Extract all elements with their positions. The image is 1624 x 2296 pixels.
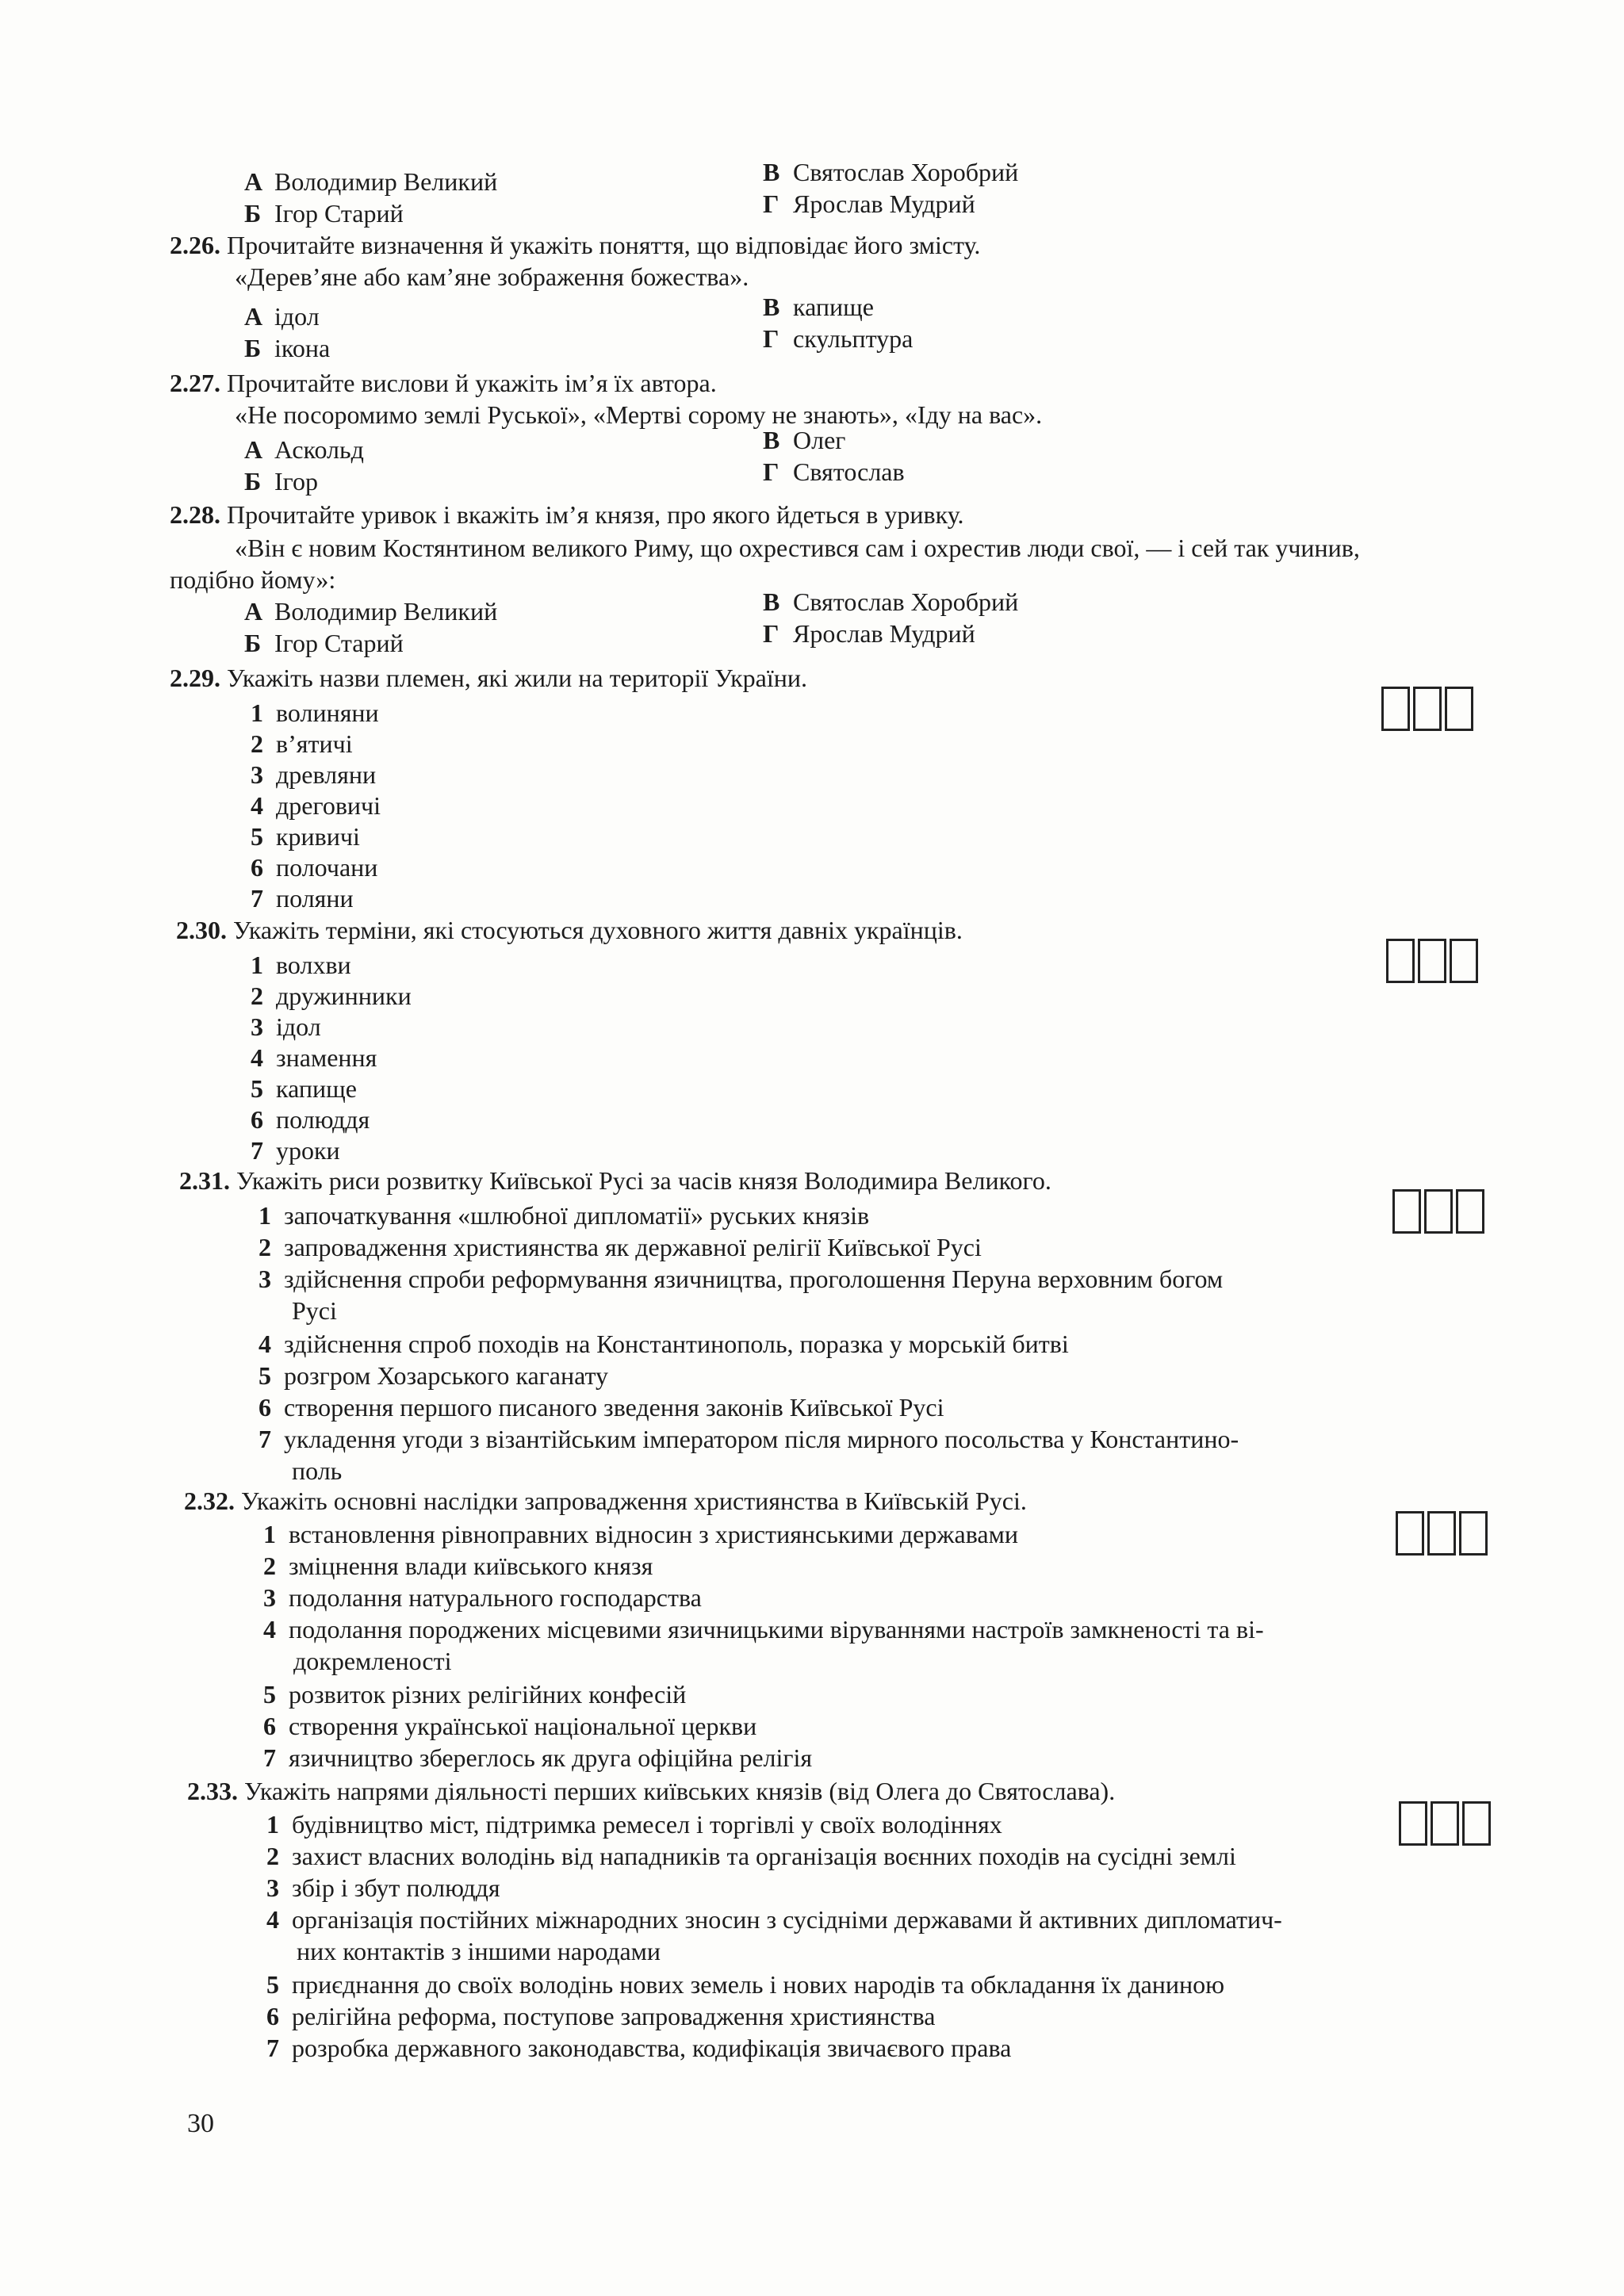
list-item-continuation: Русі: [292, 1296, 337, 1325]
answer-boxes[interactable]: [1392, 1189, 1488, 1234]
answer-cell[interactable]: [1431, 1801, 1459, 1846]
question-number: 2.31.: [179, 1166, 230, 1195]
answer-boxes[interactable]: [1386, 939, 1481, 983]
list-item: 6 створення української національної церкви: [263, 1712, 757, 1740]
list-item: 5 розгром Хозарського каганату: [259, 1361, 609, 1390]
option-a: А Аскольд: [244, 435, 364, 464]
question-text: Укажіть напрями діяльності перших київських князів (від Олега до Святослава).: [244, 1777, 1116, 1805]
list-item: 3 ідол: [251, 1012, 321, 1041]
list-item: 3 подолання натурального господарства: [263, 1583, 702, 1612]
list-item: 7 укладення угоди з візантійським імператором після мирного посольства у Константино-: [259, 1425, 1239, 1453]
question-number: 2.28.: [170, 500, 220, 529]
list-item-continuation: поль: [292, 1456, 343, 1485]
list-item: 1 започаткування «шлюбної дипломатії» руських князів: [259, 1201, 870, 1230]
option-a: А ідол: [244, 302, 320, 331]
answer-cell[interactable]: [1418, 939, 1446, 983]
list-item: 5 розвиток різних релігійних конфесій: [263, 1680, 687, 1709]
list-item: 7 язичництво збереглось як друга офіційна релігія: [263, 1743, 813, 1772]
list-item: 2 захист власних володінь від нападників та організація воєнних походів на сусідні землі: [266, 1842, 1236, 1870]
option-b: Б Ігор Старий: [244, 199, 404, 228]
list-item: 3 древляни: [251, 760, 377, 789]
answer-cell[interactable]: [1396, 1511, 1424, 1556]
answer-cell[interactable]: [1386, 939, 1415, 983]
option-g: Г Святослав: [763, 457, 905, 486]
list-item: 7 уроки: [251, 1136, 340, 1165]
question-text: Укажіть риси розвитку Київської Русі за часів князя Володимира Великого.: [236, 1166, 1051, 1195]
answer-cell[interactable]: [1459, 1511, 1488, 1556]
question-text: Укажіть основні наслідки запровадження християнства в Київській Русі.: [241, 1487, 1027, 1515]
list-item: 5 приєднання до своїх володінь нових земель і нових народів та обкладання їх даниною: [266, 1970, 1225, 1999]
page-number: 30: [187, 2109, 214, 2138]
question-number: 2.27.: [170, 369, 220, 397]
list-item-continuation: докремленості: [293, 1647, 452, 1675]
option-v: В Святослав Хоробрий: [763, 158, 1019, 186]
list-item: 6 полочани: [251, 853, 378, 882]
question-number: 2.33.: [187, 1777, 238, 1805]
answer-boxes[interactable]: [1396, 1511, 1491, 1556]
list-item: 2 запровадження християнства як державної релігії Київської Русі: [259, 1233, 982, 1261]
list-item: 1 волиняни: [251, 698, 379, 727]
list-item: 6 створення першого писаного зведення законів Київської Русі: [259, 1393, 944, 1422]
list-item: 3 здійснення спроби реформування язичництва, проголошення Перуна верховним богом: [259, 1265, 1224, 1293]
option-b: Б ікона: [244, 334, 331, 362]
list-item: 7 розробка державного законодавства, кодифікація звичаєвого права: [266, 2034, 1012, 2062]
option-a: А Володимир Великий: [244, 167, 498, 196]
list-item: 4 знамення: [251, 1043, 377, 1072]
list-item: 2 зміцнення влади київського князя: [263, 1552, 653, 1580]
question-number: 2.29.: [170, 664, 220, 692]
option-g: Г скульптура: [763, 324, 914, 353]
answer-cell[interactable]: [1450, 939, 1478, 983]
option-b: Б Ігор Старий: [244, 629, 404, 657]
option-v: В капище: [763, 293, 874, 321]
list-item-continuation: них контактів з іншими народами: [297, 1937, 661, 1965]
question-number: 2.26.: [170, 231, 220, 259]
question-quote: «Дерев’яне або кам’яне зображення божества».: [235, 262, 749, 291]
list-item: 4 здійснення спроб походів на Константинополь, поразка у морській битві: [259, 1330, 1069, 1358]
answer-boxes[interactable]: [1399, 1801, 1494, 1846]
list-item: 1 будівництво міст, підтримка ремесел і торгівлі у своїх володіннях: [266, 1810, 1002, 1839]
list-item: 6 релігійна реформа, поступове запровадження християнства: [266, 2002, 936, 2030]
list-item: 1 встановлення рівноправних відносин з християнськими державами: [263, 1520, 1018, 1548]
answer-cell[interactable]: [1413, 687, 1442, 731]
question-quote-line-2: подібно йому»:: [170, 565, 336, 594]
list-item: 4 подолання породжених місцевими язичницькими віруваннями настроїв замкненості та ві-: [263, 1615, 1264, 1644]
question-text: Укажіть назви племен, які жили на території України.: [227, 664, 807, 692]
answer-cell[interactable]: [1424, 1189, 1453, 1234]
option-a: А Володимир Великий: [244, 597, 498, 626]
list-item: 4 організація постійних міжнародних зносин з сусідніми державами й активних дипломатич-: [266, 1905, 1282, 1934]
question-text: Прочитайте вислови й укажіть ім’я їх автора.: [227, 369, 717, 397]
question-text: Прочитайте визначення й укажіть поняття, що відповідає його змісту.: [227, 231, 981, 259]
question-quote-line-1: «Він є новим Костянтином великого Риму, що охрестився сам і охрестив люди свої, — і сей так учинив,: [235, 534, 1360, 562]
question-number: 2.32.: [184, 1487, 235, 1515]
question-quote: «Не посоромимо землі Руської», «Мертві сорому не знають», «Іду на вас».: [235, 400, 1043, 429]
list-item: 4 дреговичі: [251, 791, 381, 820]
answer-cell[interactable]: [1445, 687, 1473, 731]
list-item: 1 волхви: [251, 951, 351, 979]
option-v: В Олег: [763, 426, 846, 454]
option-v: В Святослав Хоробрий: [763, 587, 1019, 616]
list-item: 5 капище: [251, 1074, 357, 1103]
list-item: 6 полюддя: [251, 1105, 370, 1134]
list-item: 7 поляни: [251, 884, 354, 913]
answer-boxes[interactable]: [1381, 687, 1477, 731]
option-g: Г Ярослав Мудрий: [763, 189, 975, 218]
answer-cell[interactable]: [1462, 1801, 1491, 1846]
list-item: 2 в’ятичі: [251, 729, 353, 758]
answer-cell[interactable]: [1399, 1801, 1427, 1846]
option-g: Г Ярослав Мудрий: [763, 619, 975, 648]
answer-cell[interactable]: [1456, 1189, 1484, 1234]
answer-cell[interactable]: [1392, 1189, 1421, 1234]
answer-cell[interactable]: [1381, 687, 1410, 731]
option-b: Б Ігор: [244, 467, 318, 496]
question-text: Укажіть терміни, які стосуються духовного життя давніх українців.: [233, 916, 963, 944]
list-item: 3 збір і збут полюддя: [266, 1873, 500, 1902]
question-number: 2.30.: [176, 916, 227, 944]
list-item: 2 дружинники: [251, 982, 412, 1010]
question-text: Прочитайте уривок і вкажіть ім’я князя, про якого йдеться в уривку.: [227, 500, 964, 529]
list-item: 5 кривичі: [251, 822, 360, 851]
answer-cell[interactable]: [1427, 1511, 1456, 1556]
